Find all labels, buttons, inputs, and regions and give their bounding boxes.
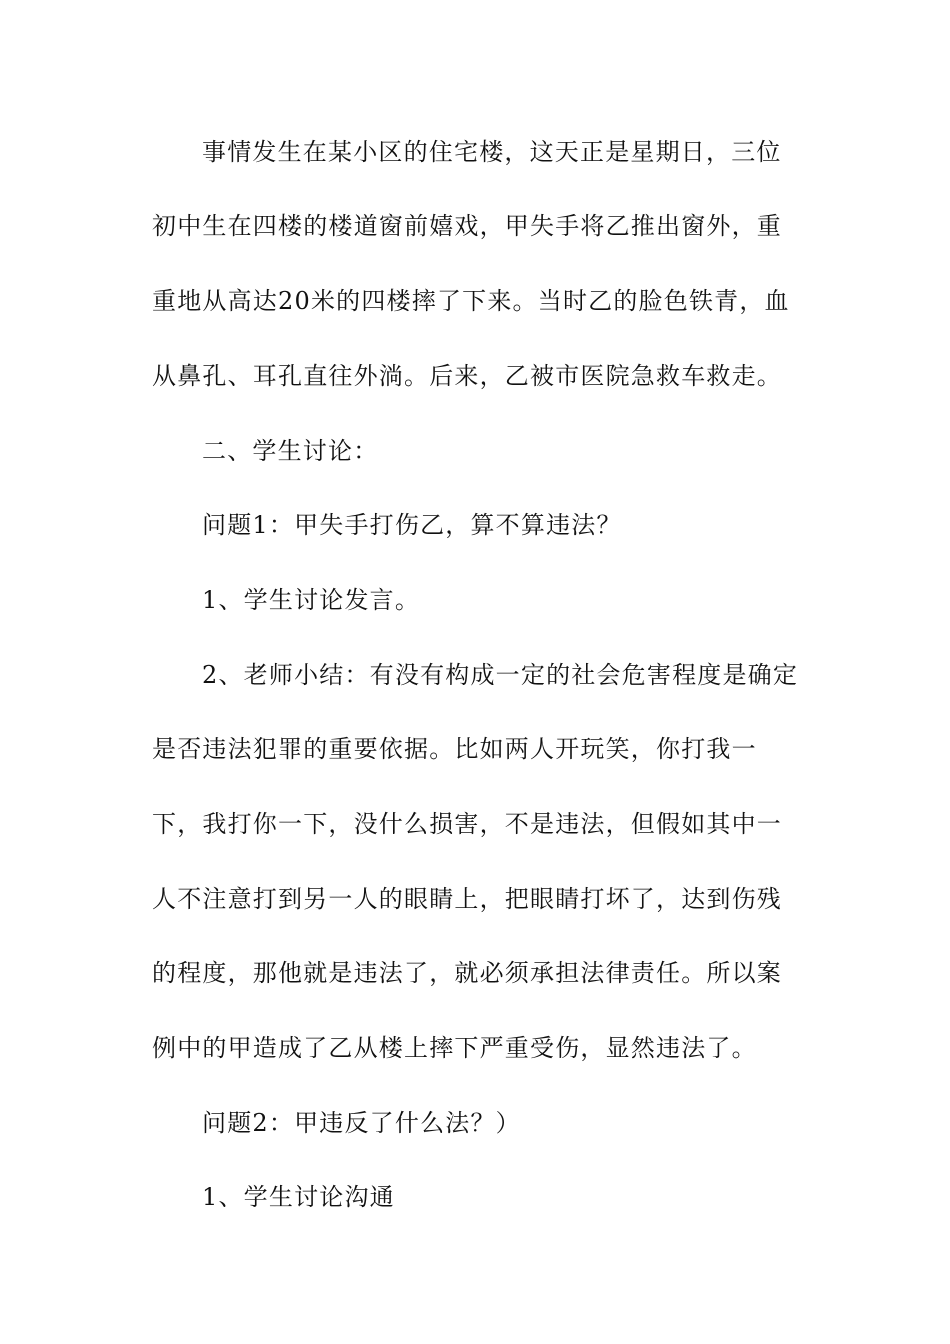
paragraph-line: 重地从高达20米的四楼摔了下来。当时乙的脸色铁青，血	[152, 287, 790, 315]
paragraph-line: 是否违法犯罪的重要依据。比如两人开玩笑，你打我一	[152, 735, 757, 763]
question-line: 问题1：甲失手打伤乙，算不算违法？	[202, 511, 622, 539]
paragraph-line: 初中生在四楼的楼道窗前嬉戏，甲失手将乙推出窗外，重	[152, 212, 782, 240]
paragraph-line: 事情发生在某小区的住宅楼，这天正是星期日，三位	[202, 138, 782, 166]
paragraph-line: 下，我打你一下，没什么损害，不是违法，但假如其中一	[152, 810, 782, 838]
list-item: 1、学生讨论发言。	[202, 586, 421, 614]
paragraph-line: 2、老师小结：有没有构成一定的社会危害程度是确定	[202, 661, 799, 689]
paragraph-line: 的程度，那他就是违法了，就必须承担法律责任。所以案	[152, 959, 782, 987]
section-heading: 二、学生讨论：	[202, 437, 379, 465]
paragraph-line: 从鼻孔、耳孔直往外淌。后来，乙被市医院急救车救走。	[152, 362, 782, 390]
list-item: 1、学生讨论沟通	[202, 1183, 395, 1211]
paragraph-line: 人不注意打到另一人的眼睛上，把眼睛打坏了，达到伤残	[152, 885, 782, 913]
paragraph-line: 例中的甲造成了乙从楼上摔下严重受伤，显然违法了。	[152, 1034, 757, 1062]
question-line: 问题2：甲违反了什么法？）	[202, 1109, 521, 1137]
